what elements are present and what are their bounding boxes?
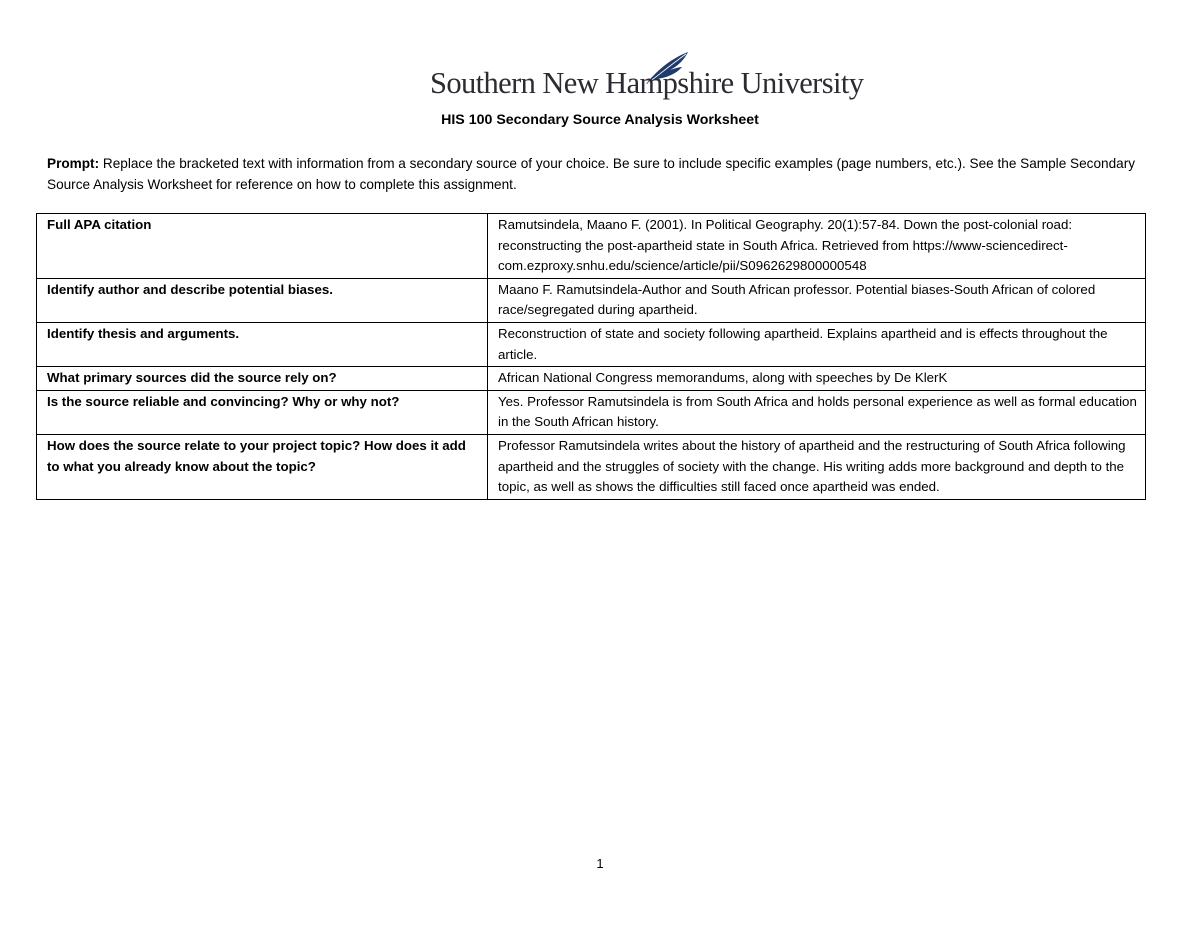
prompt-paragraph bbox=[47, 153, 1157, 195]
answer-cell: Reconstruction of state and society following apartheid. Explains apartheid and is effects throughout the article. bbox=[488, 322, 1146, 366]
table-row bbox=[37, 214, 1146, 279]
question-cell: Identify author and describe potential biases. bbox=[37, 278, 488, 322]
table-row bbox=[37, 278, 1146, 322]
question-cell: Is the source reliable and convincing? Why or why not? bbox=[37, 390, 488, 434]
answer-cell: Yes. Professor Ramutsindela is from South Africa and holds personal experience as well as formal education in the South African history. bbox=[488, 390, 1146, 434]
question-cell: What primary sources did the source rely on? bbox=[37, 367, 488, 391]
page-title: HIS 100 Secondary Source Analysis Worksheet bbox=[441, 112, 759, 128]
answer-cell: Professor Ramutsindela writes about the history of apartheid and the restructuring of South Africa following apartheid and the struggles of society with the change. His writing adds more background and depth to the topic, as well as shows the difficulties still faced once apartheid was ended. bbox=[488, 434, 1146, 499]
question-cell: Identify thesis and arguments. bbox=[37, 322, 488, 366]
question-cell: How does the source relate to your project topic? How does it add to what you already know about the topic? bbox=[37, 434, 488, 499]
table-row bbox=[37, 390, 1146, 434]
table-row bbox=[37, 434, 1146, 499]
table-row bbox=[37, 322, 1146, 366]
answer-cell: African National Congress memorandums, along with speeches by De KlerK bbox=[488, 367, 1146, 391]
prompt-label: Prompt: bbox=[47, 156, 100, 171]
snhu-logo bbox=[430, 50, 864, 104]
page-number: 1 bbox=[596, 856, 604, 871]
answer-cell: Maano F. Ramutsindela-Author and South African professor. Potential biases-South African of colored race/segregated during apartheid. bbox=[488, 278, 1146, 322]
logo-wordmark: Southern New Hampshire University bbox=[430, 66, 864, 100]
question-cell: Full APA citation bbox=[37, 214, 488, 279]
worksheet-table bbox=[36, 213, 1146, 500]
answer-cell: Ramutsindela, Maano F. (2001). In Political Geography. 20(1):57-84. Down the post-colonial road: reconstructing the post-apartheid state in South Africa. Retrieved from https://www-sciencedirect-com.ezproxy.snhu.edu/science/article/pii/S0962629800000548 bbox=[488, 214, 1146, 279]
table-row bbox=[37, 367, 1146, 391]
prompt-text: Replace the bracketed text with information from a secondary source of your choice. Be sure to include specific examples (page numbers, etc.). See the Sample Secondary Source Analysis Worksheet for reference on how to complete this assignment. bbox=[47, 156, 1136, 192]
